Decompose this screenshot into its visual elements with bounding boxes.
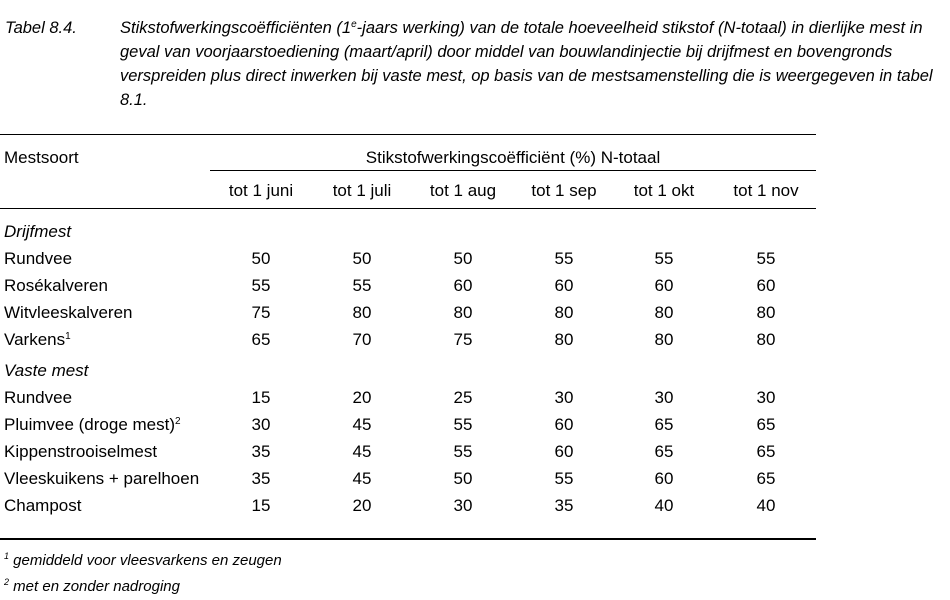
- table-cell: 30: [756, 388, 776, 407]
- table-cell: 80: [756, 303, 776, 322]
- table-cell: 30: [251, 415, 271, 434]
- row-label: [4, 496, 81, 516]
- table-cell: 25: [453, 388, 473, 407]
- table-cell: 60: [554, 415, 574, 434]
- table-cell: 50: [352, 249, 372, 268]
- footnote-mark: 2: [4, 577, 10, 587]
- table-cell: 60: [453, 276, 473, 295]
- table-cell: 75: [453, 330, 473, 349]
- table-cell: 20: [352, 496, 372, 515]
- table-cell: 80: [453, 303, 473, 322]
- row-header: Mestsoort: [4, 148, 79, 167]
- row-label-text: Rundvee: [4, 249, 73, 268]
- row-label: [4, 388, 72, 408]
- row-label-text: Kippenstrooiselmest: [4, 442, 158, 461]
- table-cell: 65: [756, 415, 776, 434]
- header-bottom-rule: [0, 208, 816, 209]
- table-cell: 55: [554, 469, 574, 488]
- caption-superscript: e: [351, 19, 357, 30]
- footnote-item: [4, 552, 282, 570]
- table-cell: 15: [251, 388, 271, 407]
- table-cell: 40: [654, 496, 674, 515]
- table-cell: 80: [756, 330, 776, 349]
- table-cell: 20: [352, 388, 372, 407]
- table-cell: 30: [654, 388, 674, 407]
- row-label-text: Pluimvee (droge mest): [4, 415, 176, 434]
- table-cell: 50: [453, 469, 473, 488]
- footnote-marker: 2: [175, 416, 181, 427]
- table-cell: 55: [453, 415, 473, 434]
- row-label: [4, 442, 157, 462]
- table-cell: 55: [352, 276, 372, 295]
- caption-text-part1: Stikstofwerkingscoëfficiënten (1: [120, 19, 352, 37]
- table-cell: 80: [554, 330, 574, 349]
- group-title: Vaste mest: [4, 361, 89, 380]
- table-cell: 30: [453, 496, 473, 515]
- table-cell: 70: [352, 330, 372, 349]
- table-cell: 55: [251, 276, 271, 295]
- table-cell: 65: [756, 469, 776, 488]
- table-cell: 30: [554, 388, 574, 407]
- row-label: [4, 330, 71, 350]
- table-cell: 15: [251, 496, 271, 515]
- row-label-text: Varkens: [4, 330, 66, 349]
- table-cell: 55: [554, 249, 574, 268]
- table-cell: 35: [251, 469, 271, 488]
- table-cell: 60: [756, 276, 776, 295]
- table-cell: 80: [654, 303, 674, 322]
- table-cell: 50: [251, 249, 271, 268]
- row-label-text: Witvleeskalveren: [4, 303, 133, 322]
- table-cell: 65: [756, 442, 776, 461]
- table-cell: 80: [352, 303, 372, 322]
- row-label-text: Vleeskuikens + parelhoen: [4, 469, 200, 488]
- row-label: [4, 303, 133, 323]
- table-cell: 60: [654, 276, 674, 295]
- table-cell: 80: [654, 330, 674, 349]
- table-cell: 35: [554, 496, 574, 515]
- row-label: [4, 276, 108, 296]
- footnote-text: met en zonder nadroging: [9, 578, 180, 595]
- caption-label: Tabel 8.4.: [5, 19, 77, 37]
- table-cell: 35: [251, 442, 271, 461]
- column-header: tot 1 sep: [531, 181, 597, 200]
- row-label: [4, 415, 181, 435]
- table-bottom-rule: [0, 538, 816, 540]
- column-header: tot 1 aug: [429, 181, 497, 200]
- row-label: [4, 249, 72, 269]
- column-header: tot 1 okt: [633, 181, 695, 200]
- table-cell: 40: [756, 496, 776, 515]
- row-label-text: Champost: [4, 496, 82, 515]
- table-cell: 60: [654, 469, 674, 488]
- table-cell: 60: [554, 276, 574, 295]
- group-title: Drijfmest: [4, 222, 72, 241]
- table-cell: 75: [251, 303, 271, 322]
- caption-text: [120, 16, 935, 112]
- row-label: [4, 469, 199, 489]
- column-header: tot 1 juni: [228, 181, 294, 200]
- table-cell: 65: [654, 442, 674, 461]
- table-cell: 45: [352, 442, 372, 461]
- caption-text-part2: -jaars werking) van de totale hoeveelheid stikstof (N-totaal) in dierlijke mest in geval van voorjaarstoediening (maart/april) door middel van bouwlandinjectie bij drijfmest en bovengronds verspreiden plus direct inwerken bij vaste mest, op basis van de mestsamenstelling die is weergegeven in tabel 8.1.: [120, 19, 933, 109]
- table-cell: 45: [352, 415, 372, 434]
- table-caption: [5, 16, 935, 112]
- footnote-mark: 1: [4, 551, 10, 561]
- table-cell: 55: [453, 442, 473, 461]
- table-cell: 50: [453, 249, 473, 268]
- table-cell: 55: [654, 249, 674, 268]
- footnote-text: gemiddeld voor vleesvarkens en zeugen: [9, 552, 282, 569]
- span-header: Stikstofwerkingscoëfficiënt (%) N-totaal: [365, 148, 661, 167]
- column-header: tot 1 juli: [332, 181, 392, 200]
- span-header-rule: [210, 170, 816, 171]
- footnote-item: [4, 578, 180, 596]
- footnote-marker: 1: [65, 331, 71, 342]
- table-cell: 65: [654, 415, 674, 434]
- row-label-text: Rosékalveren: [4, 276, 108, 295]
- table-cell: 45: [352, 469, 372, 488]
- column-header: tot 1 nov: [733, 181, 799, 200]
- table-cell: 55: [756, 249, 776, 268]
- table-cell: 60: [554, 442, 574, 461]
- row-label-text: Rundvee: [4, 388, 73, 407]
- table-cell: 80: [554, 303, 574, 322]
- table-cell: 65: [251, 330, 271, 349]
- table-top-rule: [0, 134, 816, 135]
